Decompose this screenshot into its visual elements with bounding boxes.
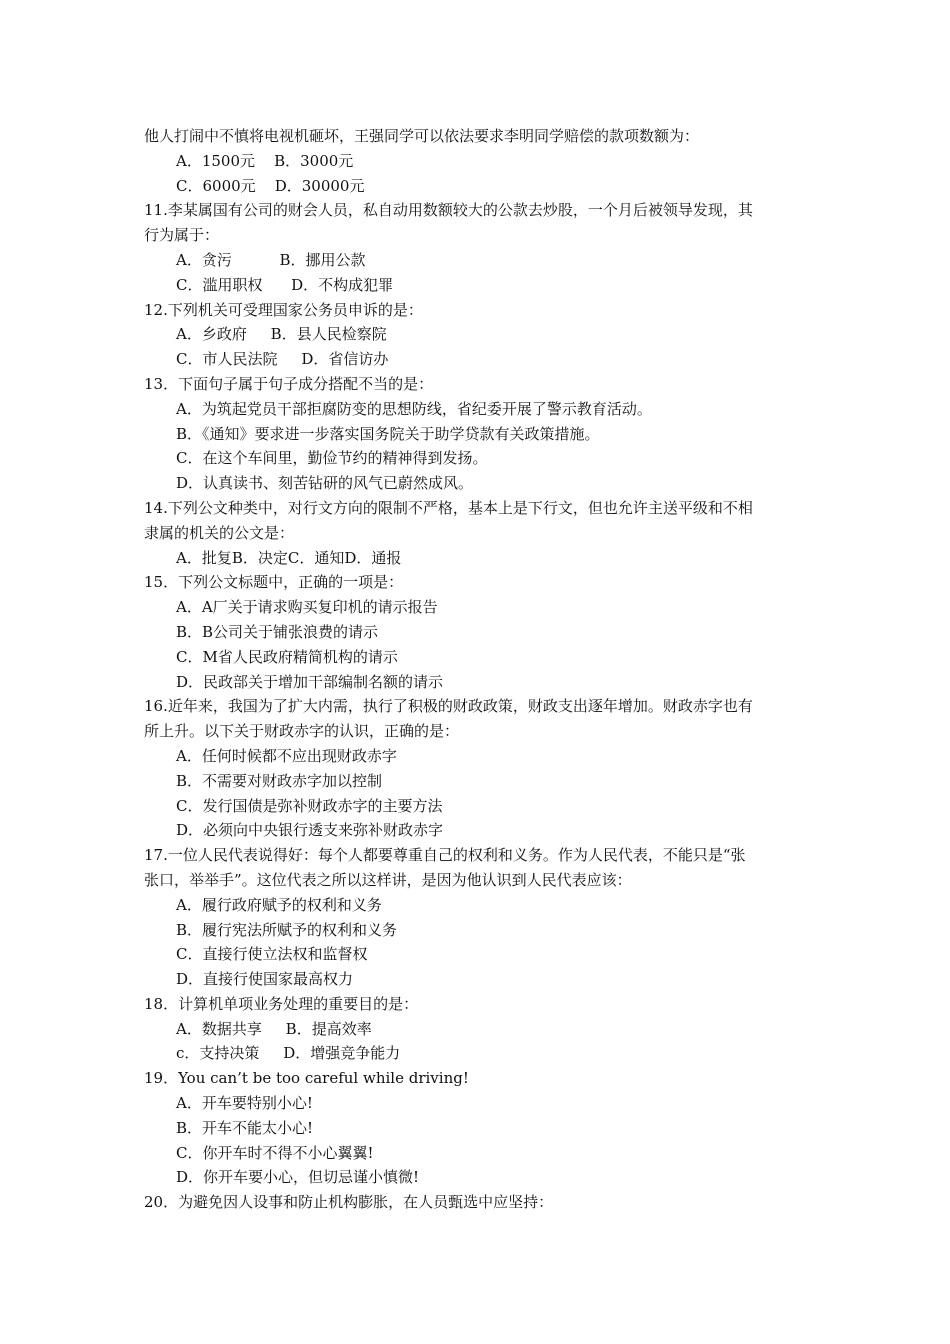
question-text-line: 15．下列公文标题中，正确的一项是： (144, 573, 404, 592)
answer-option-line: A．贪污 B．挪用公款 (176, 250, 366, 269)
answer-option-line: A．数据共享 B．提高效率 (176, 1019, 372, 1038)
answer-option-line: A．任何时候都不应出现财政赤字 (176, 746, 397, 765)
question-text-line: 他人打闹中不慎将电视机砸坏，王强同学可以依法要求李明同学赔偿的款项数额为： (144, 127, 700, 145)
question-text-line: 12.下列机关可受理国家公务员申诉的是： (144, 300, 423, 319)
answer-option-line: A．开车要特别小心! (176, 1094, 313, 1113)
exam-questions-body (144, 124, 814, 1215)
question-text-line: 所上升。以下关于财政赤字的认识，正确的是： (144, 722, 460, 741)
answer-option-line: B．开车不能太小心! (176, 1118, 314, 1137)
question-text-line: 14.下列公文种类中，对行文方向的限制不严格，基本上是下行文，但也允许主送平级和不相 (144, 498, 753, 517)
answer-option-line: B．B公司关于铺张浪费的请示 (176, 622, 379, 641)
answer-option-line: A．批复B．决定C．通知D．通报 (176, 548, 402, 567)
answer-option-line: B．《通知》要求进一步落实国务院关于助学贷款有关政策措施。 (176, 424, 600, 443)
answer-option-line: D．民政部关于增加干部编制名额的请示 (176, 672, 444, 691)
answer-option-line: C．滥用职权 D．不构成犯罪 (176, 275, 394, 294)
question-text-line: 隶属的机关的公文是： (144, 523, 295, 542)
answer-option-line: A．履行政府赋予的权利和义务 (176, 895, 382, 914)
answer-option-line: C．市人民法院 D．省信访办 (176, 350, 389, 369)
answer-option-line: c．支持决策 D．增强竞争能力 (176, 1044, 401, 1063)
answer-option-line: D．直接行使国家最高权力 (176, 970, 354, 989)
question-text-line: 行为属于： (144, 226, 220, 245)
answer-option-line: C．在这个车间里，勤俭节约的精神得到发扬。 (176, 449, 488, 468)
answer-option-line: C．直接行使立法权和监督权 (176, 945, 368, 964)
answer-option-line: A．1500元 B．3000元 (176, 151, 354, 170)
question-text-line: 张口，举举手”。这位代表之所以这样讲，是因为他认识到人民代表应该： (144, 870, 632, 889)
answer-option-line: B．履行宪法所赋予的权利和义务 (176, 920, 398, 939)
answer-option-line: C．M省人民政府精简机构的请示 (176, 647, 398, 666)
answer-option-line: C．6000元 D．30000元 (176, 176, 365, 195)
answer-option-line: C．发行国债是弥补财政赤字的主要方法 (176, 796, 443, 815)
answer-option-line: D．必须向中央银行透支来弥补财政赤字 (176, 821, 444, 840)
answer-option-line: A．乡政府 B．县人民检察院 (176, 325, 387, 344)
answer-option-line: D．认真读书、刻苦钻研的风气已蔚然成风。 (176, 474, 474, 493)
question-text-line: 16.近年来，我国为了扩大内需，执行了积极的财政政策，财政支出逐年增加。财政赤字也有 (144, 697, 753, 716)
question-text-line: 18．计算机单项业务处理的重要目的是： (144, 994, 419, 1013)
question-text-line: 13．下面句子属于句子成分搭配不当的是： (144, 374, 434, 393)
answer-option-line: A．为筑起党员干部拒腐防变的思想防线，省纪委开展了警示教育活动。 (176, 399, 652, 418)
answer-option-line: A．A厂关于请求购买复印机的请示报告 (176, 598, 438, 617)
question-text-line: 20．为避免因人设事和防止机构膨胀，在人员甄选中应坚持： (144, 1193, 554, 1212)
answer-option-line: B．不需要对财政赤字加以控制 (176, 771, 383, 790)
answer-option-line: C．你开车时不得不小心翼翼! (176, 1143, 374, 1162)
answer-option-line: D．你开车要小心，但切忌谨小慎微! (176, 1168, 420, 1187)
question-text-line: 17.一位人民代表说得好：每个人都要尊重自己的权利和义务。作为人民代表，不能只是“张 (144, 846, 746, 865)
question-text-line: 11.李某属国有公司的财会人员，私自动用数额较大的公款去炒股，一个月后被领导发现，其 (144, 201, 753, 220)
question-text-line: 19．You can’t be too careful while driving! (144, 1069, 469, 1088)
